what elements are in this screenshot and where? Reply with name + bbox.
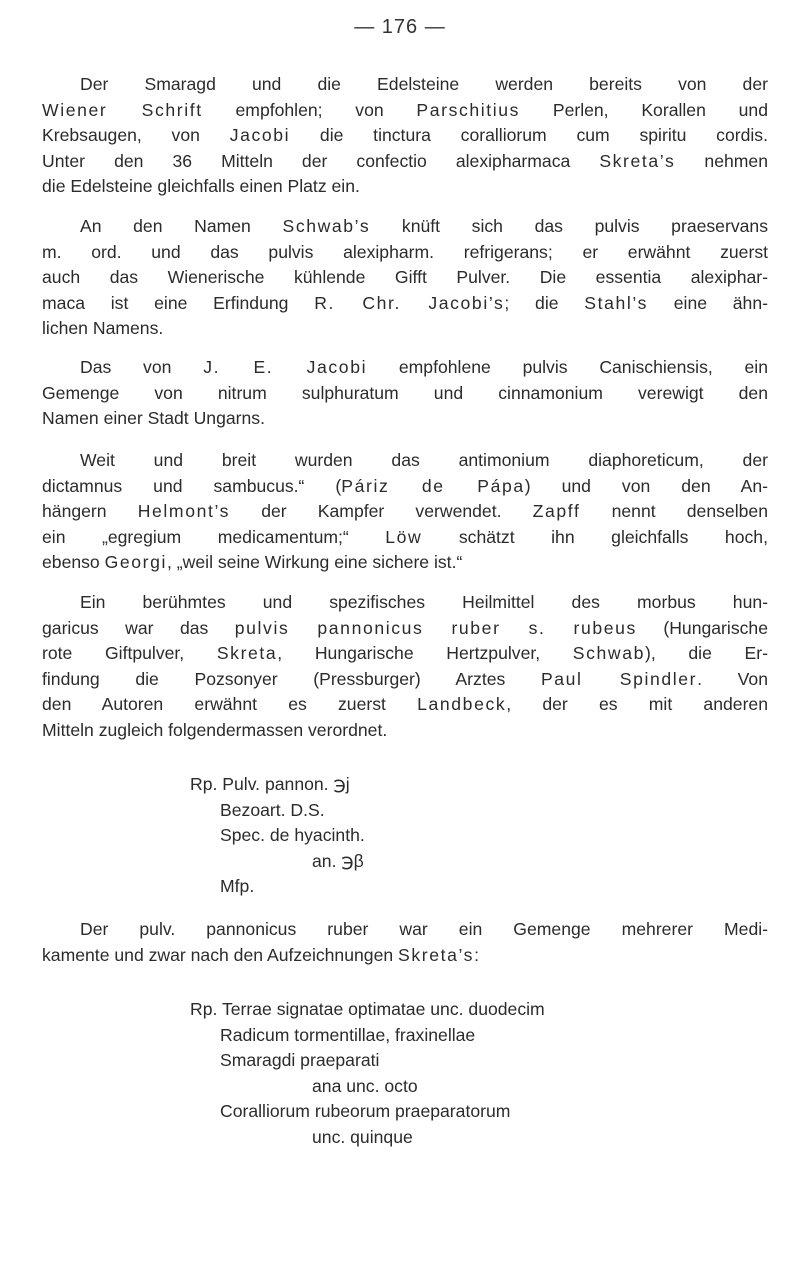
paragraph-morbus-hungaricus [42, 590, 768, 744]
text-line [42, 149, 768, 175]
text-run: den Autoren erwähnt es zuerst [42, 694, 418, 715]
recipe-line: unc. quinque [312, 1126, 413, 1147]
spaced-name: Schwab’s [282, 216, 371, 236]
spaced-name: Paul Spindler [540, 668, 698, 689]
text-run: Unter den 36 Mitteln der confectio alexipharmaca [42, 150, 600, 171]
recipe-line: Mfp. [220, 876, 255, 897]
text-run: Krebsaugen, von [42, 125, 230, 146]
text-run: : [474, 944, 479, 965]
spaced-name: Skreta’s [398, 944, 475, 965]
text-run: die Edelsteine gleichfalls einen Platz ein. [42, 176, 360, 197]
recipe-skreta [190, 997, 710, 1151]
text-run: der Kampfer verwendet. [230, 501, 533, 522]
recipe-line: ana unc. octo [312, 1075, 418, 1096]
text-run: Der pulv. pannonicus ruber war ein Gemenge mehrerer Medi- [80, 919, 768, 939]
recipe-line: an. ℈β [312, 850, 364, 871]
text-run: dictamnus und sambucus.“ ( [42, 475, 342, 496]
text-run: . Von [697, 668, 768, 689]
text-run: die tinctura coralliorum cum spiritu cordis. [290, 125, 768, 146]
text-run: An den Namen [80, 216, 283, 236]
page-number: — 176 — [354, 16, 446, 38]
spaced-name: Parschitius [416, 99, 521, 120]
text-run: rote Giftpulver, [42, 643, 217, 664]
text-run: hängern [42, 501, 138, 522]
text-line [42, 474, 768, 500]
text-line [42, 291, 768, 317]
spaced-name: pulvis pannonicus ruber s. rubeus [234, 617, 637, 638]
text-run: nehmen [675, 150, 768, 171]
text-line [42, 214, 768, 240]
text-run: ), die Er- [645, 643, 768, 664]
text-run: lichen Namens. [42, 318, 164, 339]
text-run: maca ist eine Erfindung [42, 292, 315, 313]
spaced-name: Páriz de Pápa [341, 475, 525, 496]
text-run: Weit und breit wurden das antimonium diaphoreticum, der [80, 450, 768, 470]
spaced-name: R. Chr. Jacobi’s [314, 292, 505, 313]
text-line [42, 590, 768, 616]
text-run: Perlen, Korallen und [520, 99, 768, 120]
recipe-line: Smaragdi praeparati [220, 1050, 380, 1071]
text-line [42, 406, 768, 432]
text-run: Ein berühmtes und spezifisches Heilmittel des morbus hun- [80, 592, 768, 612]
text-run: m. ord. und das pulvis alexipharm. refrigerans; er erwähnt zuerst [42, 241, 768, 262]
text-line [42, 316, 768, 342]
text-line [42, 718, 768, 744]
paragraph-gemstones [42, 72, 768, 200]
spaced-name: Jacobi [229, 125, 291, 146]
text-line [42, 381, 768, 407]
text-line [42, 240, 768, 266]
text-run: garicus war das [42, 617, 235, 638]
spaced-name: Georgi [104, 552, 168, 573]
recipe-line: Coralliorum rubeorum praeparatorum [220, 1101, 511, 1122]
text-run: , der es mit anderen [506, 694, 768, 715]
text-line [42, 98, 768, 124]
paragraph-antimonium [42, 448, 768, 576]
recipe-line: Rp. Terrae signatae optimatae unc. duodecim [190, 999, 545, 1019]
recipe-line: Bezoart. D.S. [220, 799, 325, 820]
text-line [42, 550, 768, 576]
text-run: , Hungarische Hertzpulver, [277, 643, 573, 664]
spaced-name: Stahl’s [584, 292, 648, 313]
text-run: Gemenge von nitrum sulphuratum und cinnamonium verewigt den [42, 382, 768, 403]
recipe-line: Rp. Pulv. pannon. ℈j [190, 774, 350, 794]
text-run: ; die [504, 292, 585, 313]
text-line [42, 616, 768, 642]
text-run: Der Smaragd und die Edelsteine werden bereits von der [80, 74, 768, 94]
paragraph-schwab [42, 214, 768, 342]
text-line [42, 174, 768, 200]
text-run: eine ähn- [648, 292, 768, 313]
spaced-name: Wiener Schrift [42, 99, 203, 120]
text-line [42, 667, 768, 693]
text-run: auch das Wienerische kühlende Gifft Pulver. Die essentia alexiphar- [42, 267, 768, 288]
paragraph-canischiensis [42, 355, 768, 432]
text-line [42, 355, 768, 381]
text-line [42, 123, 768, 149]
spaced-name: Skreta [216, 643, 278, 664]
recipe-line: Radicum tormentillae, fraxinellae [220, 1024, 476, 1045]
text-line [42, 72, 768, 98]
text-line [42, 641, 768, 667]
recipe-line: Spec. de hyacinth. [220, 825, 365, 846]
text-line [42, 448, 768, 474]
text-line [42, 499, 768, 525]
text-line [42, 917, 768, 943]
spaced-name: Landbeck [417, 694, 507, 715]
spaced-name: Schwab [572, 643, 645, 664]
text-run: ebenso [42, 552, 105, 573]
spaced-name: Zapff [532, 501, 581, 522]
text-run: Namen einer Stadt Ungarns. [42, 408, 265, 429]
spaced-name: Helmont’s [137, 501, 231, 522]
text-run: findung die Pozsonyer (Pressburger) Arztes [42, 668, 541, 689]
text-run: , „weil seine Wirkung eine sichere ist.“ [167, 552, 463, 573]
text-run: ein „egregium medicamentum;“ [42, 526, 386, 547]
spaced-name: J. E. Jacobi [203, 357, 368, 377]
spaced-name: Skreta’s [599, 150, 676, 171]
text-run: empfohlene pulvis Canischiensis, ein [367, 357, 768, 377]
text-run: Das von [80, 357, 204, 377]
text-line [42, 265, 768, 291]
text-run: knüft sich das pulvis praeservans [370, 216, 768, 236]
paragraph-pulv-pannonicus [42, 917, 768, 968]
text-run: schätzt ihn gleichfalls hoch, [422, 526, 768, 547]
text-line [42, 692, 768, 718]
text-run: empfohlen; von [202, 99, 417, 120]
text-run: nennt denselben [580, 501, 768, 522]
text-run: kamente und zwar nach den Aufzeichnungen [42, 944, 399, 965]
recipe-landbeck [190, 772, 610, 900]
text-line [42, 525, 768, 551]
text-run: (Hungarische [636, 617, 768, 638]
text-run: ) und von den An- [524, 475, 768, 496]
spaced-name: Löw [385, 526, 423, 547]
text-run: Mitteln zugleich folgendermassen verordnet. [42, 719, 388, 740]
text-line [42, 943, 768, 969]
